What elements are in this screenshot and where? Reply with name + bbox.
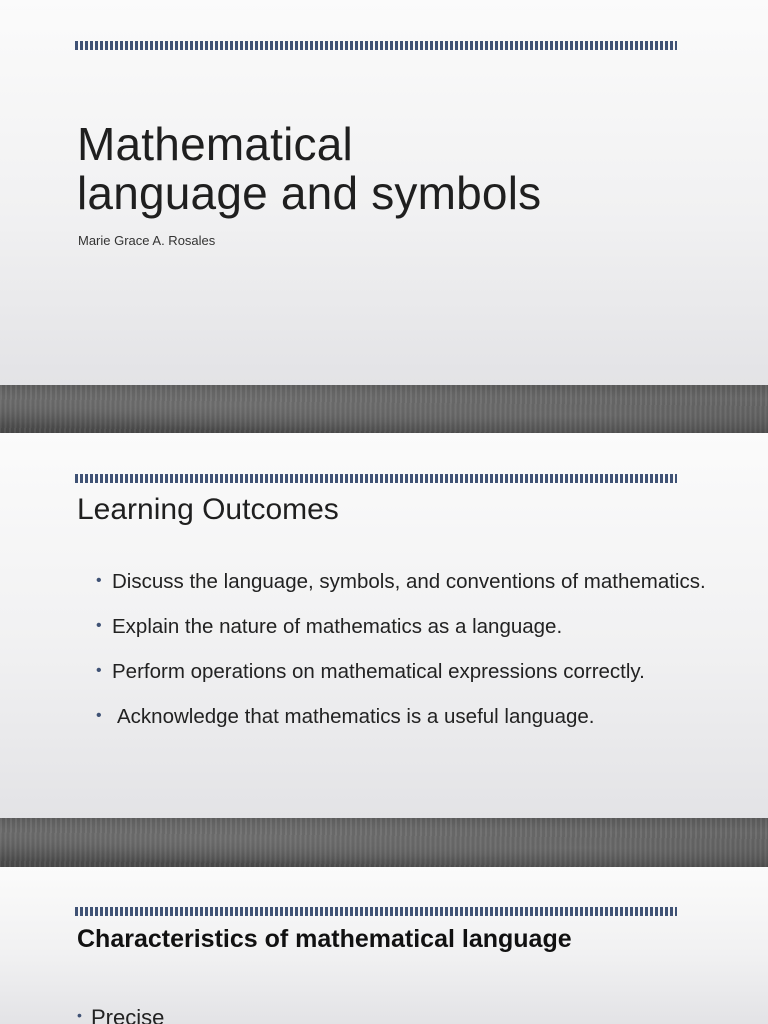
slide-title-heading (77, 120, 541, 218)
bullet-icon: • (96, 662, 102, 679)
accent-stripe (75, 907, 677, 916)
list-item (96, 563, 746, 601)
slide-divider-band (0, 818, 768, 867)
list-item (96, 608, 746, 646)
list-item-text: Discuss the language, symbols, and conventions of mathematics. (112, 570, 706, 593)
author-name: Marie Grace A. Rosales (78, 233, 216, 248)
characteristics-list (77, 1005, 164, 1024)
slide-heading: Learning Outcomes (77, 493, 339, 526)
list-item-text: Precise (91, 1005, 165, 1024)
bullet-icon: • (96, 617, 102, 634)
title-line-1: Mathematical (77, 118, 353, 170)
outcomes-list (96, 563, 746, 743)
list-item-text: Explain the nature of mathematics as a language. (112, 615, 563, 638)
slide-heading: Characteristics of mathematical language (77, 925, 572, 953)
bullet-icon: • (96, 707, 102, 724)
slide-learning-outcomes (0, 433, 768, 818)
list-item-text: Acknowledge that mathematics is a useful language. (117, 705, 595, 728)
slide-divider-band (0, 385, 768, 433)
slide-characteristics (0, 867, 768, 1024)
bullet-icon: • (96, 572, 102, 589)
list-item (96, 653, 746, 691)
accent-stripe (75, 41, 677, 50)
slide-title (0, 0, 768, 385)
list-item (77, 1005, 164, 1024)
bullet-icon: • (77, 1007, 82, 1023)
list-item-text: Perform operations on mathematical expressions correctly. (112, 660, 645, 683)
accent-stripe (75, 474, 677, 483)
title-line-2: language and symbols (77, 167, 542, 219)
list-item (96, 698, 746, 736)
